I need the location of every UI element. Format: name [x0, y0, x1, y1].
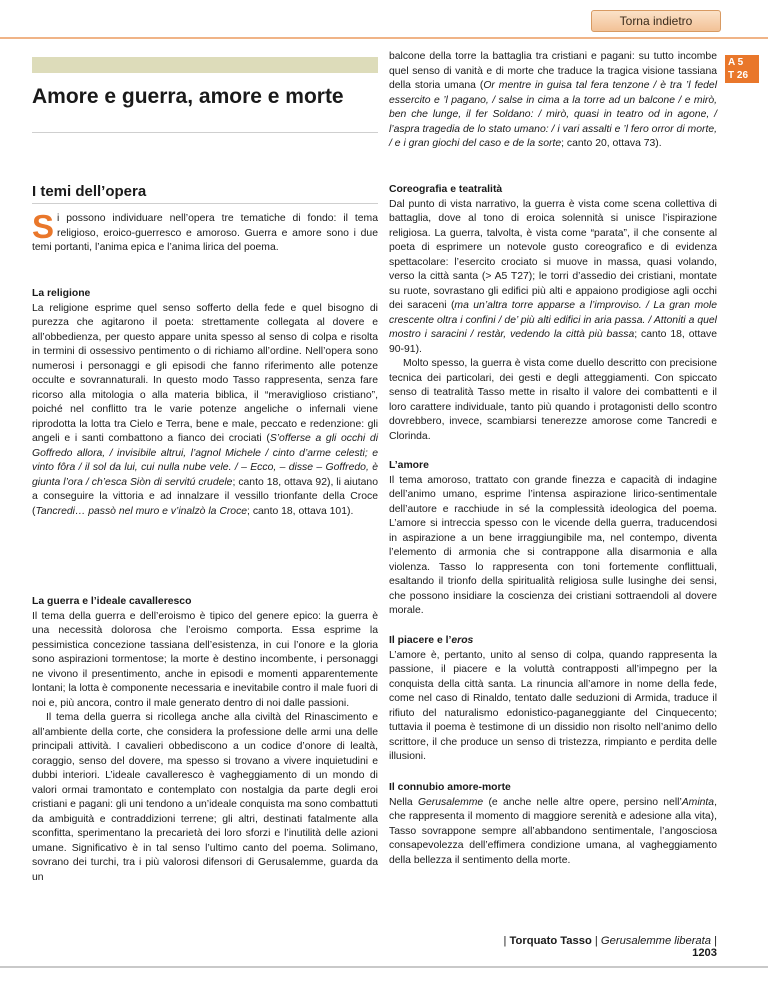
guerra-paragraph-1: Il tema della guerra e dell’eroismo è tipico del genere epico: la guerra è una necessità dolorosa che l’eroismo comporta. Essa esprime la pessimistica concezione tassiana dell’esistenza, in cui l’onore e la gloria sono aspirazioni tormentose; la morte è destino incombente, i personaggi ne vivono il presentimento, anche in episodi e momenti apparentemente lontani; la lotta è componente necessaria e inevitabile contro il male fuori di noi e, più ancora, contro il male generato dentro di noi dalle passioni. [32, 610, 378, 709]
coreografia-paragraph-2: Molto spesso, la guerra è vista come duello descritto con precisione tecnica dei particolari, dei gesti e degli atteggiamenti. Con spiccato senso di teatralità Tasso mette in risalto il valore dei combattenti e il loro carattere individuale, tanto più quando i protagonisti dello scontro dovrebbero, invece, scambiarsi tenerezze amorose come Tancredi e Clorinda. [389, 358, 717, 442]
header-rule [0, 37, 768, 39]
religione-heading: La religione [32, 288, 91, 299]
connubio-block [389, 781, 717, 868]
footer-author: Torquato Tasso [509, 935, 592, 947]
connubio-paragraph [389, 796, 717, 869]
margin-tag-line1: A 5 [728, 57, 744, 68]
connubio-text-a: Nella [389, 796, 418, 808]
coreografia-heading: Coreografia e teatralità [389, 184, 503, 195]
footer-work: Gerusalemme liberata [600, 935, 711, 947]
amore-block [389, 459, 717, 619]
page-number: 1203 [692, 947, 717, 959]
intro-paragraph [32, 208, 378, 256]
piacere-heading-b: eros [451, 635, 474, 646]
coreografia-text-1a: Dal punto di vista narrativo, la guerra è vista come scena collettiva di battaglia, dove al tono di eroica solennità si unisce l’ispirazione religiosa. La guerra, talvolta, è vista come “parata”, il che consente al poeta di esprimere un notevole gusto coreografico e di evidenza spettacolare: l’esercito crociato si muove in massa, quasi volando, verso la città santa (> A5 T27); le torri d’assedio dei cristiani, montate su ruote, sovrastano gli edifici più alti e appaiono prodigiose agli occhi dei saraceni ( [389, 198, 717, 311]
back-button[interactable]: Torna indietro [591, 10, 721, 32]
guerra-text-3b: ; canto 20, ottava 73). [561, 138, 662, 149]
connubio-heading: Il connubio amore-morte [389, 782, 511, 793]
religione-text-b: ; canto 18, ottava 92), li aiutano a conseguire la vittoria e ad innalzare il vessillo trionfante della Croce ( [32, 476, 378, 517]
religione-quote-1: S’offerse a gli occhi di Goffredo allora, / invisibile altrui, l’agnol Michele / cinto d’arme celesti; e vinto fôra / il sol da lui, cui nulla nube vele. / – Ecco, – disse – Goffredo, è giunta l’ora / ch’esca Siòn di servitú crudele [32, 433, 378, 488]
page-title: Amore e guerra, amore e morte [32, 85, 344, 108]
amore-paragraph: Il tema amoroso, trattato con grande finezza e capacità di indagine dell’animo umano, esprime l’intensa aspirazione lirico-sentimentale dell’autore e racchiude in sé la complessità ideologica del poema. L’amore si intreccia spesso con le vicende della guerra, traducendosi in aspirazione a un bene irraggiungibile ma, nel contempo, diventa l’elemento di armonia che si contrappone alla disarmonia e alla violenza. Tasso lo rappresenta con toni fortemente conflittuali, esaltando il trionfo della spiritualità religiosa sulle lusinghe dei sensi, che possono insidiare la coscienza dei cristiani sottraendoli al dovere morale. [389, 474, 717, 616]
guerra-paragraph-3 [389, 50, 717, 152]
coreografia-quote: ma un’altra torre apparse a l’improviso. / La gran mole crescente oltra i confini / de’ più alti edifici in aria passa. / Attoniti a quel mostro i saracini / restàr, vedendo la città più bassa [389, 300, 718, 340]
coreografia-paragraph-1 [389, 198, 717, 358]
coreografia-block [389, 183, 717, 444]
intro-text: i possono individuare nell’opera tre tematiche di fondo: il tema religioso, eroico-guerresco e amoroso. Guerra e amore sono i due temi portanti, l’anima epica e l’anima lirica del poema. [32, 213, 378, 253]
section-rule [32, 203, 378, 204]
footer-sep-2: | [594, 935, 598, 947]
title-stripe [32, 57, 378, 73]
piacere-heading-a: Il piacere e l’ [389, 635, 452, 646]
guerra-text-3a: balcone della torre la battaglia tra cristiani e pagani: su tutto incombe quel senso di vanità e di morte che traduce la tragica visione tassiana della storia umana ( [389, 51, 717, 91]
coreografia-text-1b: ; canto 18, ottave 90-91). [389, 329, 717, 355]
section-title: I temi dell’opera [32, 183, 147, 200]
margin-tag-line2: T 26 [728, 70, 749, 81]
footer-rule [0, 966, 768, 968]
footer-sep-3: | [714, 935, 717, 947]
connubio-work-1: Gerusalemme [417, 796, 484, 808]
religione-text-c: ; canto 18, ottava 101). [247, 505, 354, 517]
amore-heading: L’amore [389, 460, 429, 471]
connubio-work-2: Aminta [681, 796, 715, 808]
page-footer [480, 935, 717, 959]
guerra-paragraph-2: Il tema della guerra si ricollega anche alla civiltà del Rinascimento e all’ambiente della corte, che considera la professione delle armi una delle principali attività. I cavalieri obbediscono a un codice d’onore di lealtà, coraggio, senso del dovere, ma spesso si trovano a vivere inquietudini e dubbi interiori. L’ideale cavalleresco è vagheggiamento di un mondo di valori ormai tramontato e contemplato con nostalgia da parte degli eroi cristiani e pagani: gli uni tendono a un’ideale conquista ma sono combattuti da ambiguità e contraddizioni terrene; gli altri, destinati fatalmente alla sconfitta, sperimentano la precarietà dei loro sforzi e l’inutilità delle azioni umane. Significativo è in tal senso l’ultimo canto del poema. Solimano, sovrano dei turchi, tra i più valorosi difensori di Gerusalemme, guarda da un [32, 712, 378, 883]
piacere-paragraph: L’amore è, pertanto, unito al senso di colpa, quando rappresenta la passione, il piacere e la voluttà contrapposti all’impegno per la conquista della città santa. La rinuncia all’amore in nome della fede, come nel caso di Rinaldo, tentato dalle seduzioni di Armida, traduce il rifiuto del naturalismo edonistico-paganeggiante del Cinquecento; tuttavia il poema è testimone di un dissidio non risolto nell’animo dello scrittore, il che produce un senso di tristezza, rimpianto e perdita delle illusioni. [389, 649, 717, 762]
piacere-heading [389, 634, 717, 649]
religione-text-a: La religione esprime quel senso sofferto della fede e quel bisogno di purezza che agitarono il poeta: strettamente collegata al dovere e all’obbedienza, per questo appare unita spesso al senso di colpa e risolta in termini di ossessivo pentimento o di richiamo all’ordine. Nell’opera sono numerosi i personaggi e gli episodi che fanno riferimento alle potenze occulte e sovrannaturali. In questo modo Tasso rappresenta, senza fare ricorso alla mitologia o alla materia biblica, il “meraviglioso cristiano”, poiché nel conflitto tra le varie potenze angeliche o infernali viene riprodotta la lotta tra Cielo e Terra, bene e male, peccato e redenzione: gli angeli e i santi combattono a fianco dei crociati ( [32, 302, 378, 444]
religione-block [32, 287, 378, 519]
guerra-heading: La guerra e l’ideale cavalleresco [32, 596, 192, 607]
guerra-continued-block [389, 50, 717, 152]
connubio-text-b: (e anche nelle altre opere, persino nell’ [483, 796, 682, 808]
connubio-text-c: , che rappresenta il momento di maggiore serenità e adesione alla vita), Tasso sovrappone sempre all’abbandono sentimentale, l’angosciosa consapevolezza dell’effimera condizione umana, al vagheggiamento della bellezza il sentimento della morte. [389, 796, 717, 866]
title-rule [32, 132, 378, 133]
footer-sep-1: | [503, 935, 507, 947]
guerra-block [32, 595, 378, 885]
dropcap: S [32, 208, 55, 245]
religione-paragraph [32, 302, 378, 520]
piacere-block [389, 634, 717, 765]
religione-quote-2: Tancredi… passò nel muro e v’inalzò la Croce [35, 505, 248, 517]
margin-tag [725, 55, 759, 83]
guerra-quote: Or mentre in guisa tal fera tenzone / è tra ’l fedel essercito e ’l pagano, / salse in cima a la torre ad un balcone / e mirò, ben che lunge, il fer Soldano: / mirò, quasi in teatro od in agone, / l’aspra tragedia de lo stato umano: / i vari assalti e ’l fero orror di morte, / e i gran giochi del caso e de la sorte [389, 80, 717, 149]
intro-block [32, 208, 378, 256]
